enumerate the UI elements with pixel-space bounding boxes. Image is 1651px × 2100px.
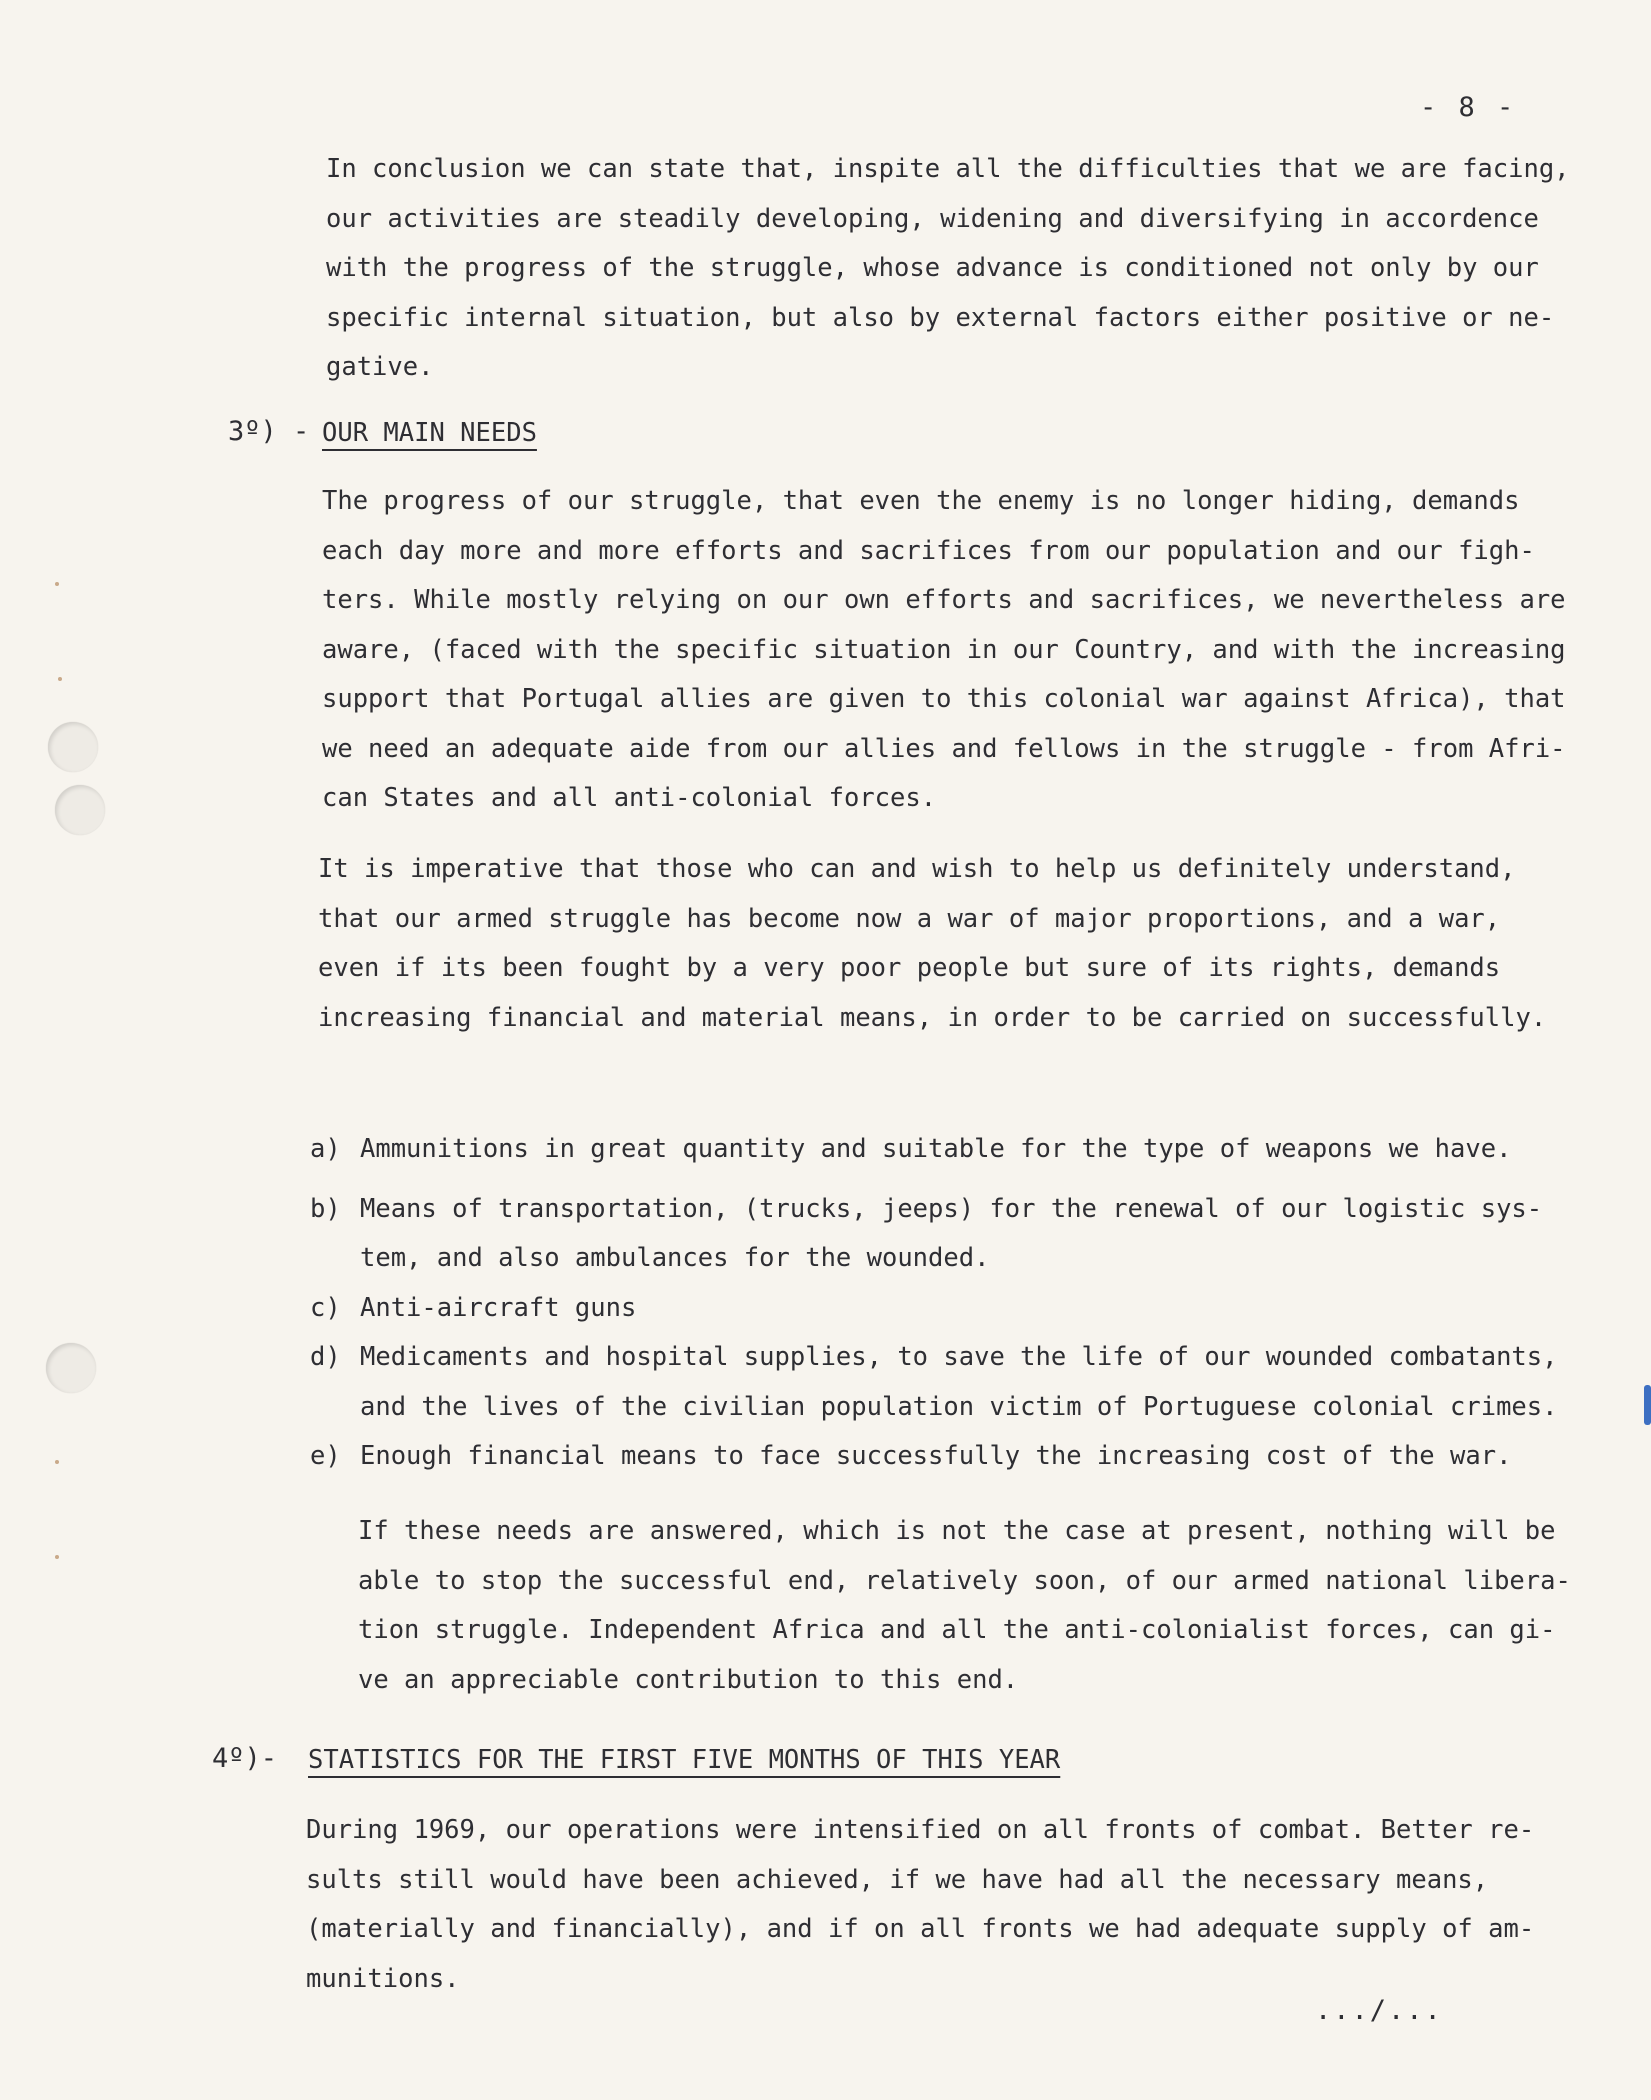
section-3-number: 3º) - <box>228 416 310 447</box>
paper-speck <box>58 677 62 681</box>
list-marker: c) <box>310 1292 341 1323</box>
punch-hole <box>55 785 105 835</box>
list-item <box>310 1432 1600 1482</box>
list-item-text: Anti-aircraft guns <box>360 1292 637 1323</box>
section-3-closing: If these needs are answered, which is not the case at present, nothing will be able to stop the successful end, relatively soon, of our armed national libera- tion struggle. Independent Africa and all the anti-colonialist forces, can gi- ve an appreciable contribution to this end. <box>358 1516 1571 1695</box>
continuation-mark: .../... <box>1315 1995 1443 2026</box>
list-item-text: Medicaments and hospital supplies, to save the life of our wounded combatants, and the lives of the civilian population victim of Portuguese colonial crimes. <box>360 1342 1558 1422</box>
list-marker: a) <box>310 1134 341 1164</box>
list-marker: b) <box>310 1193 341 1224</box>
paper-speck <box>55 582 59 586</box>
list-item <box>310 1284 1600 1334</box>
paper-speck <box>55 1460 59 1464</box>
needs-list <box>310 1125 1600 1482</box>
edge-mark <box>1644 1385 1651 1425</box>
list-item-text: Means of transportation, (trucks, jeeps) for the renewal of our logistic sys- tem, and also ambulances for the wounded. <box>360 1193 1543 1273</box>
paper-speck <box>55 1555 59 1559</box>
list-marker: e) <box>310 1441 341 1471</box>
list-item <box>310 1185 1600 1284</box>
intro-paragraph: In conclusion we can state that, inspite all the difficulties that we are facing, our activities are steadily developing, widening and diversifying in accordence with the progress of the struggle, whose advance is conditioned not only by our specific internal situation, but also by external factors either positive or ne- gative. <box>326 154 1570 382</box>
section-4-title: STATISTICS FOR THE FIRST FIVE MONTHS OF THIS YEAR <box>308 1745 1061 1775</box>
section-4-paragraph: During 1969, our operations were intensified on all fronts of combat. Better re- sults still would have been achieved, if we have had all the necessary means, (materially and financially), and if on all fronts we had adequate supply of am- munitions. <box>306 1815 1535 1994</box>
section-3-title: OUR MAIN NEEDS <box>322 418 537 448</box>
page-number: - 8 - <box>1420 92 1517 123</box>
section-3-paragraph-1: The progress of our struggle, that even the enemy is no longer hiding, demands each day more and more efforts and sacrifices from our population and our figh- ters. While mostly relying on our own efforts and sacrifices, we nevertheless are aware, (faced with the specific situation in our Country, and with the increasing support that Portugal allies are given to this colonial war against Africa), that we need an adequate aide from our allies and fellows in the struggle - from Afri- can States and all anti-colonial forces. <box>322 486 1566 813</box>
punch-hole <box>46 1343 96 1393</box>
list-marker: d) <box>310 1342 341 1372</box>
section-3-paragraph-2: It is imperative that those who can and wish to help us definitely understand, that our armed struggle has become now a war of major proportions, and a war, even if its been fought by a very poor people but sure of its rights, demands increasing financial and material means, in order to be carried on successfully. <box>318 854 1547 1033</box>
list-item <box>310 1125 1600 1175</box>
list-item-text: Ammunitions in great quantity and suitable for the type of weapons we have. <box>360 1134 1512 1164</box>
punch-hole <box>48 722 98 772</box>
list-item <box>310 1333 1600 1432</box>
section-4-number: 4º)- <box>212 1743 278 1774</box>
list-item-text: Enough financial means to face successfully the increasing cost of the war. <box>360 1441 1512 1471</box>
